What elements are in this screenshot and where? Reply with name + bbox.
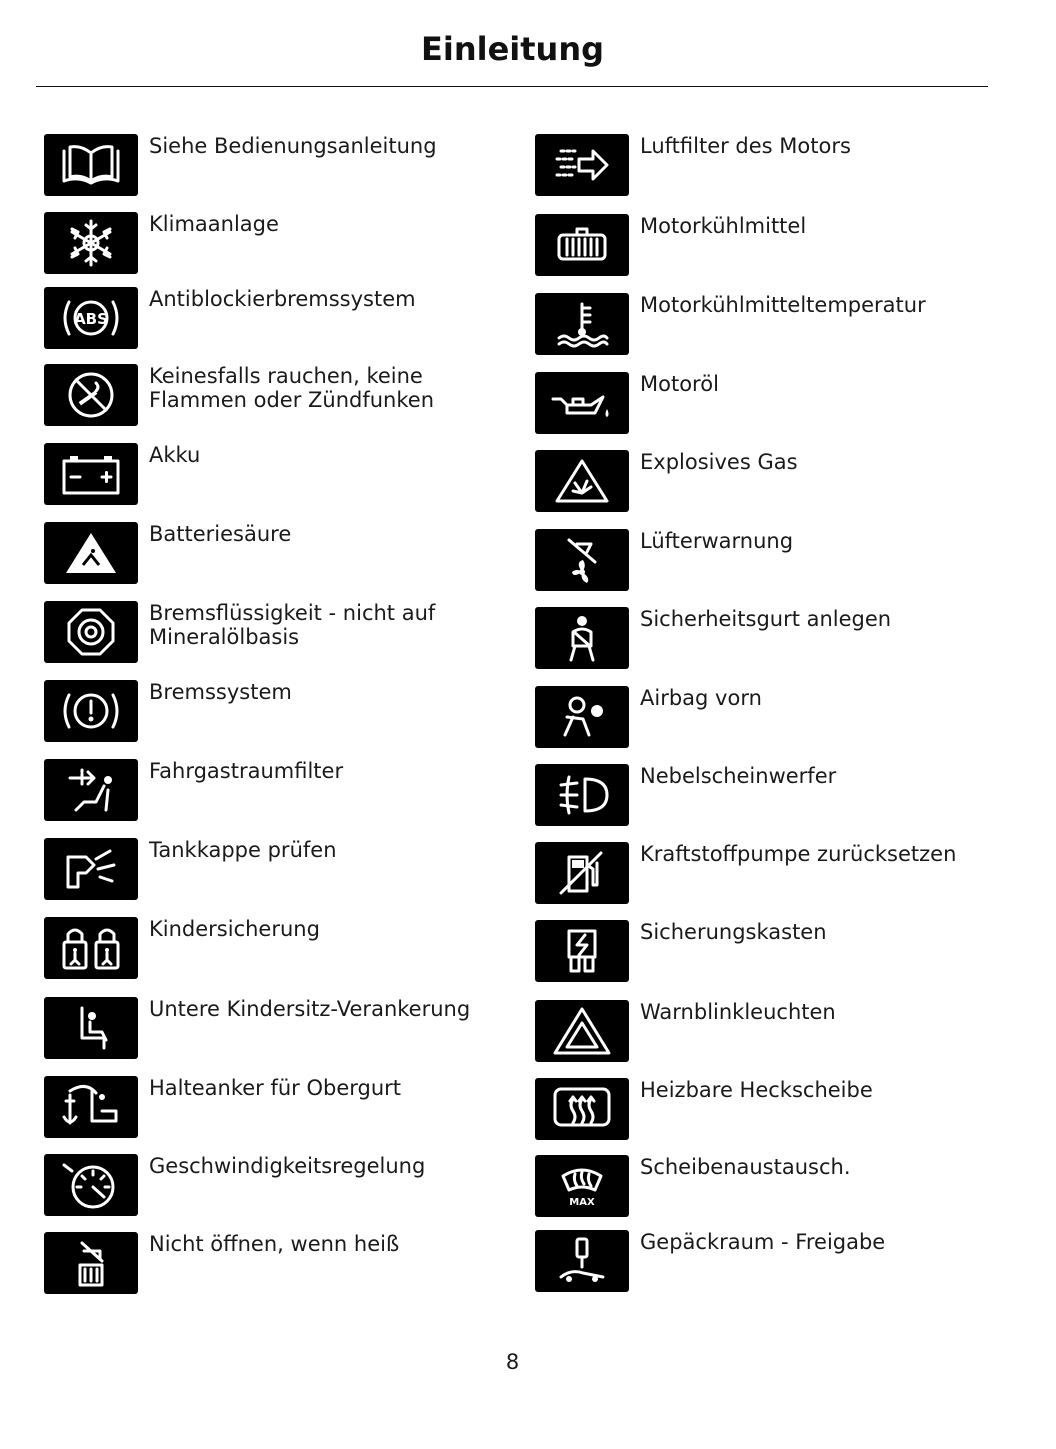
fan-warning-icon xyxy=(535,529,629,591)
no-smoking-icon xyxy=(44,364,138,426)
symbol-row xyxy=(535,293,1005,357)
symbol-label: Tankkappe prüfen xyxy=(149,838,337,862)
battery-icon xyxy=(44,443,138,505)
symbol-row xyxy=(44,1232,514,1296)
symbol-row xyxy=(535,1078,1005,1142)
symbol-label: Kindersicherung xyxy=(149,917,320,941)
child-seat-anchor-icon xyxy=(44,997,138,1059)
symbol-label: Bremsflüssigkeit - nicht auf Mineralölbasis xyxy=(149,601,436,649)
do-not-open-hot-icon xyxy=(44,1232,138,1294)
symbol-label: Batteriesäure xyxy=(149,522,292,546)
symbol-label: Untere Kindersitz-Verankerung xyxy=(149,997,471,1021)
symbol-label: Heizbare Heckscheibe xyxy=(640,1078,873,1102)
symbol-row xyxy=(44,134,514,198)
speedometer-icon xyxy=(44,1154,138,1216)
symbol-label: Sicherungskasten xyxy=(640,920,827,944)
symbol-row xyxy=(44,443,514,507)
symbol-label: Motorkühlmitteltemperatur xyxy=(640,293,926,317)
fuel-pump-reset-icon xyxy=(535,842,629,904)
symbol-row xyxy=(44,759,514,823)
symbol-label: Nicht öffnen, wenn heiß xyxy=(149,1232,400,1256)
battery-acid-warning-icon xyxy=(44,522,138,584)
symbol-row xyxy=(44,212,514,276)
seatbelt-icon xyxy=(535,607,629,669)
symbol-label: Nebelscheinwerfer xyxy=(640,764,837,788)
symbol-row xyxy=(44,1076,514,1140)
windshield-defrost-icon-text: MAX xyxy=(569,1197,595,1208)
symbol-label: Sicherheitsgurt anlegen xyxy=(640,607,892,631)
symbol-row xyxy=(535,607,1005,671)
symbol-row xyxy=(535,920,1005,984)
symbol-label: Warnblinkleuchten xyxy=(640,1000,836,1024)
airbag-icon xyxy=(535,686,629,748)
symbol-row xyxy=(44,287,514,351)
symbol-label: Motoröl xyxy=(640,372,719,396)
symbol-row xyxy=(535,1000,1005,1064)
coolant-temperature-icon xyxy=(535,293,629,355)
rear-defrost-icon xyxy=(535,1078,629,1140)
cabin-filter-icon xyxy=(44,759,138,821)
symbol-row xyxy=(535,686,1005,750)
symbol-label: Akku xyxy=(149,443,201,467)
brake-system-icon xyxy=(44,680,138,742)
manual-book-icon xyxy=(44,134,138,196)
engine-oil-icon xyxy=(535,372,629,434)
title-divider xyxy=(36,86,988,87)
symbol-label: Airbag vorn xyxy=(640,686,762,710)
symbol-label: Kraftstoffpumpe zurücksetzen xyxy=(640,842,957,866)
symbol-row xyxy=(44,522,514,586)
symbol-row xyxy=(535,134,1005,198)
symbol-label: Explosives Gas xyxy=(640,450,798,474)
engine-air-filter-icon xyxy=(535,134,629,196)
symbol-label: Gepäckraum - Freigabe xyxy=(640,1230,886,1254)
symbol-row xyxy=(535,372,1005,436)
symbol-label: Siehe Bedienungsanleitung xyxy=(149,134,437,158)
symbol-label: Antiblockierbremssystem xyxy=(149,287,416,311)
symbol-row xyxy=(535,842,1005,906)
symbol-label: Bremssystem xyxy=(149,680,292,704)
symbol-row xyxy=(44,838,514,902)
snowflake-icon xyxy=(44,212,138,274)
symbol-row xyxy=(44,364,514,428)
abs-icon-text: ABS xyxy=(74,310,108,328)
fuse-box-icon xyxy=(535,920,629,982)
symbol-label: Keinesfalls rauchen, keine Flammen oder Zündfunken xyxy=(149,364,434,412)
symbol-label: Klimaanlage xyxy=(149,212,279,236)
symbol-row xyxy=(535,764,1005,828)
symbol-row xyxy=(44,1154,514,1218)
symbol-label: Halteanker für Obergurt xyxy=(149,1076,402,1100)
symbol-row xyxy=(535,1155,1005,1219)
abs-icon xyxy=(44,287,138,349)
symbol-row xyxy=(535,1230,1005,1294)
symbol-row xyxy=(44,680,514,744)
brake-fluid-icon xyxy=(44,601,138,663)
hazard-triangle-icon xyxy=(535,1000,629,1062)
symbol-row xyxy=(535,214,1005,278)
trunk-release-icon xyxy=(535,1230,629,1292)
symbol-label: Motorkühlmittel xyxy=(640,214,807,238)
fuel-cap-icon xyxy=(44,838,138,900)
symbol-row xyxy=(44,997,514,1061)
symbol-label: Luftfilter des Motors xyxy=(640,134,851,158)
symbol-label: Scheibenaustausch. xyxy=(640,1155,851,1179)
windshield-defrost-icon xyxy=(535,1155,629,1217)
fog-lamp-icon xyxy=(535,764,629,826)
symbol-label: Lüfterwarnung xyxy=(640,529,794,553)
child-lock-icon xyxy=(44,917,138,979)
page-title: Einleitung xyxy=(420,30,604,68)
symbol-row xyxy=(44,917,514,981)
symbol-label: Geschwindigkeitsregelung xyxy=(149,1154,426,1178)
explosive-gas-icon xyxy=(535,450,629,512)
symbol-label: Fahrgastraumfilter xyxy=(149,759,344,783)
top-tether-anchor-icon xyxy=(44,1076,138,1138)
symbol-row xyxy=(44,601,514,665)
symbol-row xyxy=(535,450,1005,514)
engine-coolant-icon xyxy=(535,214,629,276)
symbol-row xyxy=(535,529,1005,593)
page-number: 8 xyxy=(505,1350,520,1374)
